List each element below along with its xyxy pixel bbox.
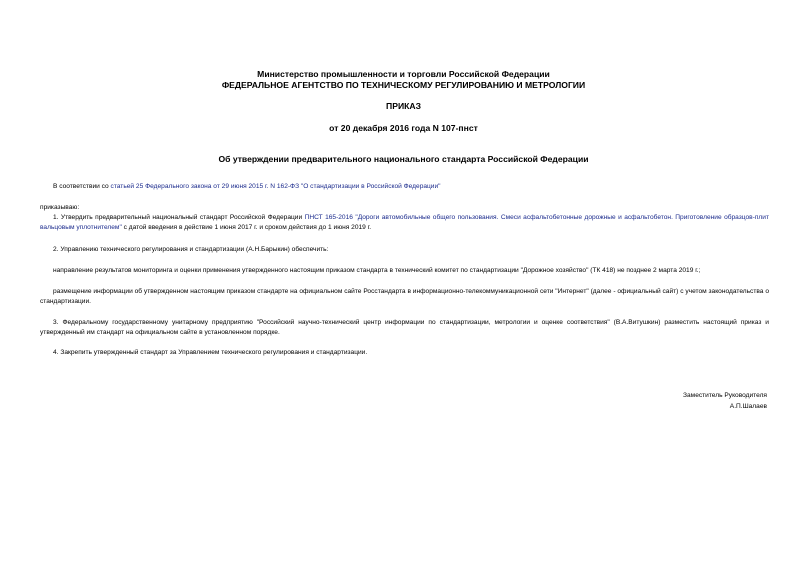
signature-name: А.П.Шалаев <box>729 403 767 410</box>
item-1-prefix: 1. Утвердить предварительный национальный стандарт Российской Федерации <box>53 214 305 221</box>
item-1-paragraph <box>40 213 769 233</box>
item-2b-text: размещение информации об утвержденном настоящим приказом стандарте на официальном сайте Росстандарта в информационно-телекоммуникационной сети "Интернет" (далее - официальный сайт) с учетом законодательства о стандартизации. <box>40 288 769 305</box>
standard-pnst-link[interactable]: ПНСТ 165-2016 "Дороги автомобильные общего пользования. Смеси асфальтобетонные дорожные и асфальтобетон. Приготовление образцов-плит вальцовым уплотнителем" <box>40 214 769 231</box>
document-type: ПРИКАЗ <box>386 101 421 111</box>
item-2-text: 2. Управлению технического регулирования и стандартизации (А.Н.Барыкин) обеспечить: <box>53 246 329 253</box>
ministry-heading: Министерство промышленности и торговли Российской Федерации <box>257 69 550 79</box>
item-1-suffix: с датой введения в действие 1 июня 2017 г. и сроком действия до 1 июня 2019 г. <box>121 224 372 231</box>
item-3-paragraph <box>40 318 769 338</box>
document-date-number: от 20 декабря 2016 года N 107-пнст <box>329 123 478 133</box>
item-2-paragraph <box>40 245 769 255</box>
signature-position: Заместитель Руководителя <box>683 392 767 399</box>
item-3-text: 3. Федеральному государственному унитарному предприятию "Российский научно-технический центр информации по стандартизации, метрологии и оценке соответствия" (В.А.Витушкин) разместить настоящий приказ и утвержденный им стандарт на официальном сайте в установленном порядке. <box>40 319 769 336</box>
item-2a-paragraph <box>40 266 769 276</box>
intro-paragraph <box>40 182 769 192</box>
agency-heading: ФЕДЕРАЛЬНОЕ АГЕНТСТВО ПО ТЕХНИЧЕСКОМУ РЕГУЛИРОВАНИЮ И МЕТРОЛОГИИ <box>221 80 586 90</box>
law-article-link[interactable]: статьей 25 Федерального закона от 29 июня 2015 г. N 162-ФЗ "О стандартизации в Российской Федерации" <box>110 183 441 190</box>
item-4-text: 4. Закрепить утвержденный стандарт за Управлением технического регулирования и стандартизации. <box>53 349 368 356</box>
item-4-paragraph <box>40 348 769 358</box>
intro-prefix: В соответствии со <box>53 183 111 190</box>
document-title: Об утверждении предварительного национального стандарта Российской Федерации <box>218 154 589 164</box>
order-word: приказываю: <box>40 204 80 211</box>
item-2b-paragraph <box>40 287 769 307</box>
item-2a-text: направление результатов мониторинга и оценки применения утвержденного настоящим приказом стандарта в технический комитет по стандартизации "Дорожное хозяйство" (ТК 418) не позднее 2 марта 2019 г.; <box>53 267 701 274</box>
